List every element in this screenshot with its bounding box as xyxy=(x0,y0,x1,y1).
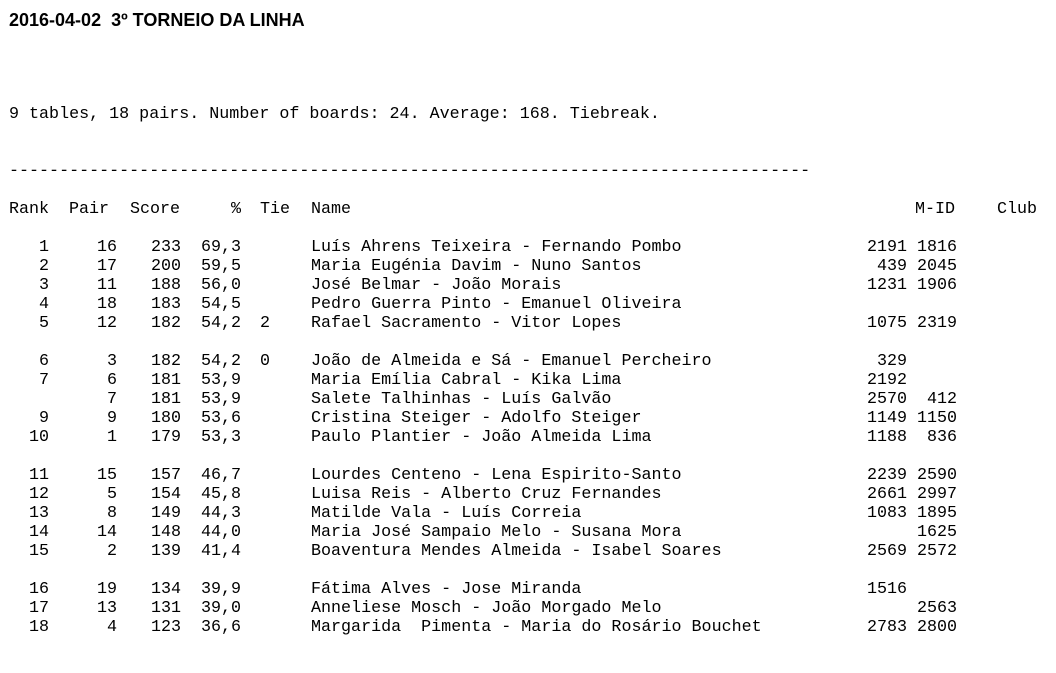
member-id-cell: 1075 xyxy=(866,314,907,333)
member-id-cell: 1188 xyxy=(866,428,907,447)
percent-cell: 39,9 xyxy=(200,580,241,599)
names-cell: Pedro Guerra Pinto - Emanuel Oliveira xyxy=(311,295,682,314)
member-id-cell: 329 xyxy=(876,352,907,371)
table-row xyxy=(9,580,1049,599)
score-cell: 180 xyxy=(150,409,181,428)
member-id-cell: 412 xyxy=(926,390,957,409)
table-row xyxy=(9,485,1049,504)
score-cell: 181 xyxy=(150,371,181,390)
rank-cell: 3 xyxy=(38,276,49,295)
percent-cell: 44,0 xyxy=(200,523,241,542)
score-cell: 182 xyxy=(150,352,181,371)
rank-cell: 12 xyxy=(28,485,49,504)
score-cell: 188 xyxy=(150,276,181,295)
pair-cell: 2 xyxy=(106,542,117,561)
rank-cell: 2 xyxy=(38,257,49,276)
results-table xyxy=(9,238,1049,637)
names-cell: Luís Ahrens Teixeira - Fernando Pombo xyxy=(311,238,682,257)
header-name: Name xyxy=(311,200,352,219)
pair-cell: 8 xyxy=(106,504,117,523)
rank-cell: 5 xyxy=(38,314,49,333)
member-id-cell: 2563 xyxy=(916,599,957,618)
score-cell: 200 xyxy=(150,257,181,276)
percent-cell: 46,7 xyxy=(200,466,241,485)
member-id-cell: 2590 xyxy=(916,466,957,485)
names-cell: Anneliese Mosch - João Morgado Melo xyxy=(311,599,662,618)
names-cell: Fátima Alves - Jose Miranda xyxy=(311,580,582,599)
percent-cell: 39,0 xyxy=(200,599,241,618)
pair-cell: 14 xyxy=(96,523,117,542)
header-percent: % xyxy=(231,200,242,219)
member-id-cell: 1516 xyxy=(866,580,907,599)
names-cell: Margarida Pimenta - Maria do Rosário Bouchet xyxy=(311,618,762,637)
table-row xyxy=(9,390,1049,409)
table-row xyxy=(9,466,1049,485)
percent-cell: 59,5 xyxy=(200,257,241,276)
table-row xyxy=(9,314,1049,333)
names-cell: José Belmar - João Morais xyxy=(311,276,562,295)
score-cell: 181 xyxy=(150,390,181,409)
names-cell: Maria Eugénia Davim - Nuno Santos xyxy=(311,257,642,276)
tie-cell: 0 xyxy=(260,352,271,371)
score-cell: 183 xyxy=(150,295,181,314)
pair-cell: 3 xyxy=(106,352,117,371)
table-row xyxy=(9,599,1049,618)
names-cell: Salete Talhinhas - Luís Galvão xyxy=(311,390,612,409)
table-row xyxy=(9,504,1049,523)
table-row xyxy=(9,409,1049,428)
member-id-cell: 439 xyxy=(876,257,907,276)
member-id-cell: 1231 xyxy=(866,276,907,295)
score-cell: 182 xyxy=(150,314,181,333)
table-row xyxy=(9,428,1049,447)
percent-cell: 69,3 xyxy=(200,238,241,257)
member-id-cell: 1625 xyxy=(916,523,957,542)
member-id-cell: 2045 xyxy=(916,257,957,276)
rank-cell: 14 xyxy=(28,523,49,542)
table-row xyxy=(9,295,1049,314)
names-cell: Maria José Sampaio Melo - Susana Mora xyxy=(311,523,682,542)
header-member-id: M-ID xyxy=(915,200,956,219)
rank-cell: 4 xyxy=(38,295,49,314)
member-id-cell: 2191 xyxy=(866,238,907,257)
percent-cell: 54,5 xyxy=(200,295,241,314)
rank-cell: 6 xyxy=(38,352,49,371)
header-tie: Tie xyxy=(260,200,291,219)
score-cell: 179 xyxy=(150,428,181,447)
rank-cell: 1 xyxy=(38,238,49,257)
rank-cell: 10 xyxy=(28,428,49,447)
pair-cell: 5 xyxy=(106,485,117,504)
member-id-cell: 2239 xyxy=(866,466,907,485)
member-id-cell: 2783 xyxy=(866,618,907,637)
pair-cell: 6 xyxy=(106,371,117,390)
names-cell: Rafael Sacramento - Vitor Lopes xyxy=(311,314,622,333)
score-cell: 148 xyxy=(150,523,181,542)
pair-cell: 4 xyxy=(106,618,117,637)
rank-cell: 11 xyxy=(28,466,49,485)
names-cell: João de Almeida e Sá - Emanuel Percheiro xyxy=(311,352,712,371)
member-id-cell: 2570 xyxy=(866,390,907,409)
page-title: 2016-04-02 3º TORNEIO DA LINHA xyxy=(9,10,305,30)
pair-cell: 1 xyxy=(106,428,117,447)
pair-cell: 12 xyxy=(96,314,117,333)
pair-cell: 9 xyxy=(106,409,117,428)
table-row xyxy=(9,352,1049,371)
divider: -------------------------------------------------------------------------------- xyxy=(9,162,811,181)
table-row xyxy=(9,542,1049,561)
member-id-cell: 2319 xyxy=(916,314,957,333)
event-summary: 9 tables, 18 pairs. Number of boards: 24. Average: 168. Tiebreak. xyxy=(9,105,660,124)
member-id-cell: 1083 xyxy=(866,504,907,523)
rank-cell: 17 xyxy=(28,599,49,618)
score-cell: 149 xyxy=(150,504,181,523)
member-id-cell: 2572 xyxy=(916,542,957,561)
member-id-cell: 2800 xyxy=(916,618,957,637)
pair-cell: 16 xyxy=(96,238,117,257)
score-cell: 154 xyxy=(150,485,181,504)
names-cell: Maria Emília Cabral - Kika Lima xyxy=(311,371,622,390)
member-id-cell: 1906 xyxy=(916,276,957,295)
table-row xyxy=(9,618,1049,637)
pair-cell: 13 xyxy=(96,599,117,618)
score-cell: 139 xyxy=(150,542,181,561)
names-cell: Cristina Steiger - Adolfo Steiger xyxy=(311,409,642,428)
names-cell: Lourdes Centeno - Lena Espirito-Santo xyxy=(311,466,682,485)
pair-cell: 7 xyxy=(106,390,117,409)
table-row xyxy=(9,238,1049,257)
member-id-cell: 1149 xyxy=(866,409,907,428)
percent-cell: 53,3 xyxy=(200,428,241,447)
header-score: Score xyxy=(130,200,181,219)
score-cell: 131 xyxy=(150,599,181,618)
tie-cell: 2 xyxy=(260,314,271,333)
percent-cell: 53,9 xyxy=(200,390,241,409)
percent-cell: 53,9 xyxy=(200,371,241,390)
percent-cell: 54,2 xyxy=(200,352,241,371)
table-header xyxy=(9,199,1049,221)
member-id-cell: 2997 xyxy=(916,485,957,504)
pair-cell: 11 xyxy=(96,276,117,295)
score-cell: 157 xyxy=(150,466,181,485)
names-cell: Luisa Reis - Alberto Cruz Fernandes xyxy=(311,485,662,504)
score-cell: 134 xyxy=(150,580,181,599)
rank-cell: 18 xyxy=(28,618,49,637)
percent-cell: 44,3 xyxy=(200,504,241,523)
table-row xyxy=(9,257,1049,276)
score-cell: 233 xyxy=(150,238,181,257)
pair-cell: 17 xyxy=(96,257,117,276)
member-id-cell: 1150 xyxy=(916,409,957,428)
header-club: Club xyxy=(997,200,1038,219)
header-pair: Pair xyxy=(69,200,110,219)
rank-cell: 7 xyxy=(38,371,49,390)
table-row xyxy=(9,523,1049,542)
table-row xyxy=(9,371,1049,390)
pair-cell: 15 xyxy=(96,466,117,485)
names-cell: Paulo Plantier - João Almeida Lima xyxy=(311,428,652,447)
pair-cell: 18 xyxy=(96,295,117,314)
member-id-cell: 2661 xyxy=(866,485,907,504)
percent-cell: 56,0 xyxy=(200,276,241,295)
rank-cell: 9 xyxy=(38,409,49,428)
member-id-cell: 2192 xyxy=(866,371,907,390)
percent-cell: 54,2 xyxy=(200,314,241,333)
member-id-cell: 2569 xyxy=(866,542,907,561)
names-cell: Boaventura Mendes Almeida - Isabel Soares xyxy=(311,542,722,561)
rank-cell: 15 xyxy=(28,542,49,561)
percent-cell: 45,8 xyxy=(200,485,241,504)
names-cell: Matilde Vala - Luís Correia xyxy=(311,504,582,523)
score-cell: 123 xyxy=(150,618,181,637)
percent-cell: 53,6 xyxy=(200,409,241,428)
member-id-cell: 836 xyxy=(926,428,957,447)
table-row xyxy=(9,276,1049,295)
pair-cell: 19 xyxy=(96,580,117,599)
percent-cell: 36,6 xyxy=(200,618,241,637)
percent-cell: 41,4 xyxy=(200,542,241,561)
member-id-cell: 1895 xyxy=(916,504,957,523)
rank-cell: 16 xyxy=(28,580,49,599)
member-id-cell: 1816 xyxy=(916,238,957,257)
header-rank: Rank xyxy=(9,200,50,219)
rank-cell: 13 xyxy=(28,504,49,523)
